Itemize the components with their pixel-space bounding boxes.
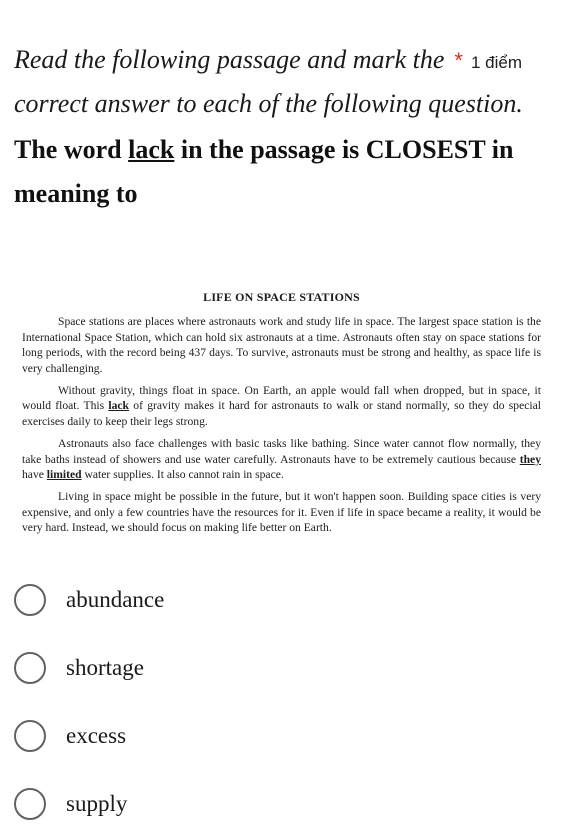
passage-paragraph-1: Space stations are places where astronauts work and study life in space. The largest space station is the International Space Station, which can hold six astronauts at a time. Astronauts often stay on space stations for long periods, with the record being 437 days. To survive, astronauts must be strong and healthy, as space life is very challenging. <box>22 315 541 375</box>
radio-button[interactable] <box>14 652 46 684</box>
option-label: supply <box>66 791 128 816</box>
highlighted-word: limited <box>46 468 82 482</box>
question-header <box>14 38 559 216</box>
radio-button[interactable] <box>14 720 46 752</box>
points-label: 1 điểm <box>470 53 522 72</box>
option-label: shortage <box>66 655 144 680</box>
passage-paragraph-2: Without gravity, things float in space. On Earth, an apple would fall when dropped, but in space, it would float. This lack of gravity makes it hard for astronauts to walk or stand normally, so they do special exercises daily to keep their legs strong. <box>22 384 541 428</box>
question-instruction-continued: correct answer to each of the following question. <box>14 89 523 118</box>
target-word: lack <box>128 135 175 164</box>
option-label: abundance <box>66 587 165 612</box>
option-supply[interactable] <box>14 770 554 838</box>
required-asterisk: * <box>454 48 463 73</box>
radio-button[interactable] <box>14 584 46 616</box>
option-shortage[interactable] <box>14 634 554 702</box>
passage-image <box>22 290 541 543</box>
highlighted-word: lack <box>108 399 130 413</box>
passage-title: LIFE ON SPACE STATIONS <box>203 290 360 304</box>
highlighted-word: they <box>519 452 541 466</box>
passage-paragraph-4: Living in space might be possible in the future, but it won't happen soon. Building space cities is very expensive, and only a few countries have the resources for it. Even if life in space became a reality, it would be very hard. Instead, we should focus on making life better on Earth. <box>22 490 541 535</box>
option-excess[interactable] <box>14 702 554 770</box>
answer-options <box>14 566 554 838</box>
question-instruction: Read the following passage and mark the <box>14 45 445 74</box>
passage-paragraph-3: Astronauts also face challenges with basic tasks like bathing. Since water cannot flow normally, they take baths instead of showers and use water carefully. Astronauts have to be extremely cautious because they have limited water supplies. It also cannot rain in space. <box>22 437 541 482</box>
radio-button[interactable] <box>14 788 46 820</box>
question-stem: The word lack in the passage is CLOSEST in meaning to <box>14 135 514 208</box>
option-label: excess <box>66 723 127 748</box>
option-abundance[interactable] <box>14 566 554 634</box>
